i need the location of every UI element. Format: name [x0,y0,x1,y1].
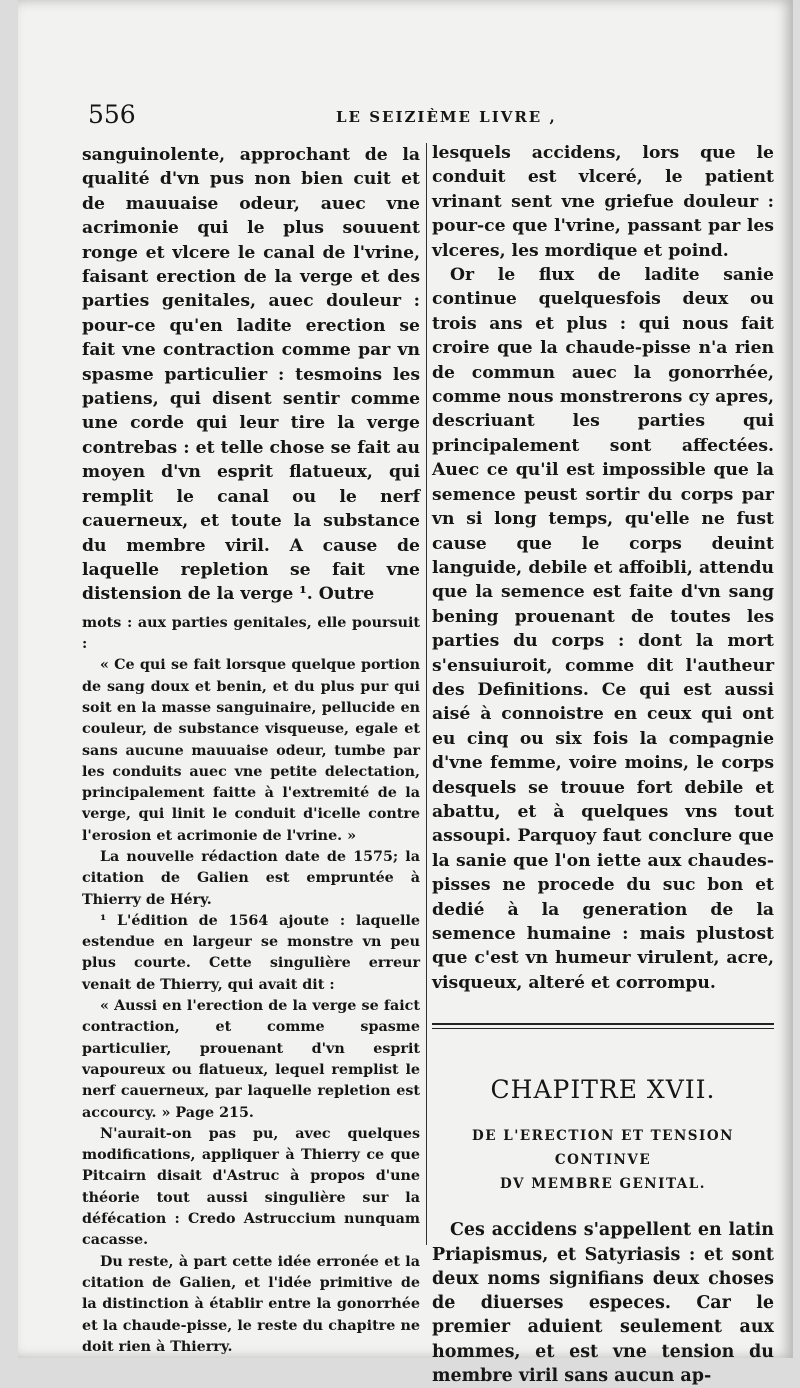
right-column [432,141,774,1388]
chapter-subtitle-line: DV MEMBRE GENITAL. [500,1176,706,1193]
chapter-subtitle-line: DE L'ERECTION ET TENSION CONTINVE [472,1128,734,1169]
note-paragraph: La nouvelle rédaction date de 1575; la citation de Galien est empruntée à Thierry de Héry. [82,848,420,908]
main-text-continuation: sanguinolente, approchant de la qualité d'vn pus non bien cuit et de mauuaise odeur, auec vne acrimonie qui le plus souuent ronge et vlcere le canal de l'vrine, faisant erection de la verge et des parties genitales, auec douleur : pour-ce qu'en ladite erection se fait vne contraction comme par vn spasme particulier : tesmoins les patiens, qui disent sentir comme une corde qui leur tire la verge contrebas : et telle chose se fait au moyen d'vn esprit flatueux, qui remplit le canal ou le nerf cauerneux, et toute la substance du membre viril. A cause de laquelle repletion se fait vne distension de la verge ¹. Outre [82,145,420,605]
note-paragraph: N'aurait-on pas pu, avec quelques modifications, appliquer à Thierry ce que Pitcairn disait d'Astruc à propos d'une théorie tout aussi singulière sur la défécation : Credo Astruccium nunquam cacasse. [82,1125,420,1249]
body-paragraph: lesquels accidens, lors que le conduit est vlceré, le patient vrinant sent vne griefue douleur : pour-ce que l'vrine, passant par les vlceres, les mordique et poind. [432,143,774,261]
note-quote: « Ce qui se fait lorsque quelque portion de sang doux et benin, et du plus pur qui soit en la masse sanguinaire, pellucide en couleur, de substance visqueuse, egale et sans aucune mauuaise odeur, tumbe par les conduits auec vne petite delectation, principalement faitte à l'extremité de la verge, qui linit le conduit d'icelle contre l'erosion et acrimonie de l'vrine. » [82,657,420,844]
chapter-subtitle [432,1124,774,1196]
book-page [18,0,793,1386]
page-header [88,100,748,134]
footnote: ¹ L'édition de 1564 ajoute : laquelle estendue en largeur se monstre vn peu plus courte. Cette singulière erreur venait de Thierry, qui avait dit : [82,912,420,993]
note-paragraph: mots : aux parties genitales, elle poursuit : [82,614,420,653]
chapter-title: CHAPITRE XVII. [490,1075,716,1105]
left-column [82,143,420,1358]
chapter-body: Ces accidens s'appellent en latin Priapismus, et Satyriasis : et sont deux noms signifians deux choses de diuerses especes. Car le premier aduient seulement aux hommes, et est vne tension du membre viril sans aucun ap- [432,1220,774,1386]
note-quote: « Aussi en l'erection de la verge se faict contraction, et comme spasme particulier, prouenant d'vn esprit vapoureux ou flatueux, lequel remplist le nerf cauerneux, par laquelle repletion est accourcy. » Page 215. [82,998,420,1121]
page-number: 556 [88,100,136,129]
note-paragraph: Du reste, à part cette idée erronée et la citation de Galien, et l'idée primitive de la distinction à établir entre la gonorrhée et la chaude-pisse, le reste du chapitre ne doit rien à Thierry. [82,1253,420,1355]
running-title: LE SEIZIÈME LIVRE , [336,108,557,126]
section-rule [432,1023,774,1029]
column-divider [426,143,427,1245]
body-paragraph: Or le flux de ladite sanie continue quelquesfois deux ou trois ans et plus : qui nous fait croire que la chaude-pisse n'a rien de commun auec la gonorrhée, comme nous monstrerons cy apres, descriuant les parties qui principalement sont affectées. Auec ce qu'il est impossible que la semence peust sortir du corps par vn si long temps, qu'elle ne fust cause que le corps deuint languide, debile et affoibli, attendu que la semence est faite d'vn sang bening prouenant de toutes les parties du corps : dont la mort s'ensuiuroit, comme dit l'autheur des Definitions. Ce qui est aussi aisé à connoistre en ceux qui ont eu cinq ou six fois la compagnie d'vne femme, voire moins, le corps desquels se trouue fort debile et abattu, et à quelques vns tout assoupi. Parquoy faut conclure que la sanie que l'on iette aux chaudes-pisses ne procede du suc bon et dedié à la generation de la semence humaine : mais plustost que c'est vn humeur virulent, acre, visqueux, alteré et corrompu. [432,265,774,993]
